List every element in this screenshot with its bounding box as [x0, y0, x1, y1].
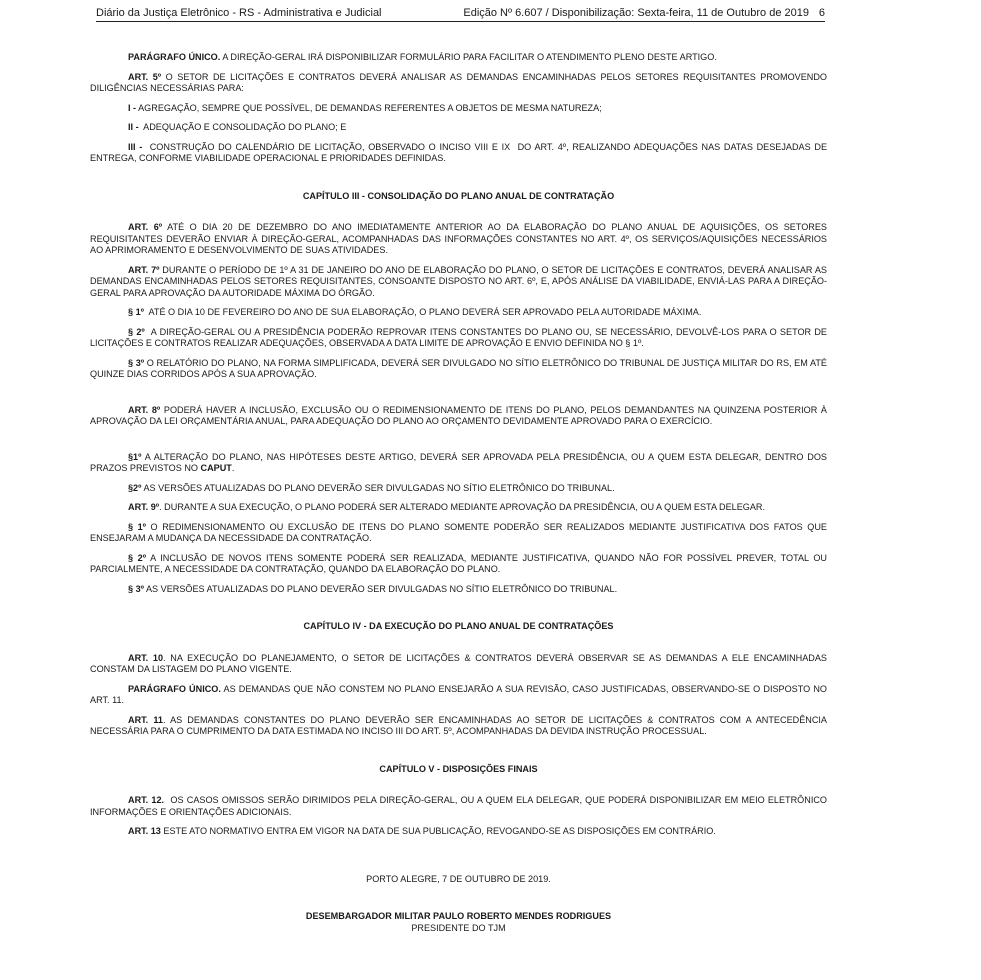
article-number: ART. 9º: [128, 502, 160, 512]
article-text: AGREGAÇÃO, SEMPRE QUE POSSÍVEL, DE DEMANDAS REFERENTES A OBJETOS DE MESMA NATUREZA;: [136, 102, 602, 113]
article-number: § 1º: [128, 307, 144, 317]
article-number: II -: [128, 122, 139, 132]
article-text: O SETOR DE LICITAÇÕES E CONTRATOS DEVERÁ ANALISAR AS DEMANDAS ENCAMINHADAS PELOS SETORES REQUISITANTES PROMOVENDO DILIGÊNCIAS NECESSÁRIAS PARA:: [90, 71, 830, 93]
article-paragraph: [90, 795, 830, 818]
article-paragraph: [90, 404, 830, 428]
article-number: § 3º: [128, 357, 145, 368]
edition-info: Edição Nº 6.607 / Disponibilização: Sexta-feira, 11 de Outubro de 2019: [463, 7, 809, 19]
article-paragraph: [90, 683, 830, 707]
page-number: 6: [818, 7, 825, 19]
signatory-role: PRESIDENTE DO TJM: [411, 922, 506, 933]
article-text: PODERÁ HAVER A INCLUSÃO, EXCLUSÃO OU O REDIMENSIONAMENTO DE ITENS DO PLANO, PELOS DEMANDANTES NA QUINZENA POSTERIOR À APROVAÇÃO DA LEI ORÇAMENTÁRIA ANUAL, PARA ADEQUAÇÃO DO PLANO AO ORÇAMENTO DEVIDAMENTE APROVADO PARA O EXERCÍCIO.: [90, 404, 830, 426]
article-text: AS VERSÕES ATUALIZADAS DO PLANO DEVERÃO SER DIVULGADAS NO SÍTIO ELETRÔNICO DO TRIBUNAL.: [141, 482, 615, 493]
article-number: §2º: [128, 482, 142, 493]
page-header: [96, 7, 825, 22]
article-text: ATÉ O DIA 10 DE FEVEREIRO DO ANO DE SUA ELABORAÇÃO, O PLANO DEVERÁ SER APROVADO PELA AUTORIDADE MÁXIMA.: [143, 307, 702, 317]
article-text: AS DEMANDAS QUE NÃO CONSTEM NO PLANO ENSEJARÃO A SUA REVISÃO, CASO JUSTIFICADAS, OBSERVANDO-SE O DISPOSTO NO ART. 11.: [90, 683, 830, 705]
chapter-heading: CAPÍTULO V - DISPOSIÇÕES FINAIS: [379, 763, 538, 774]
article-paragraph: [90, 307, 827, 319]
article-paragraph: [90, 652, 830, 676]
place-date: PORTO ALEGRE, 7 DE OUTUBRO DE 2019.: [366, 873, 551, 884]
chapter-heading: CAPÍTULO III - CONSOLIDAÇÃO DO PLANO ANUAL DE CONTRATAÇÃO: [302, 190, 615, 201]
caput-term: CAPUT: [200, 463, 232, 473]
article-number: ART. 10: [128, 652, 164, 663]
article-text: A DIREÇÃO-GERAL IRÁ DISPONIBILIZAR FORMULÁRIO PARA FACILITAR O ATENDIMENTO PLENO DESTE ARTIGO.: [220, 52, 717, 62]
signatory-name: DESEMBARGADOR MILITAR PAULO ROBERTO MENDES RODRIGUES: [305, 911, 612, 921]
article-number: PARÁGRAFO ÚNICO.: [128, 683, 221, 694]
article-paragraph: [90, 52, 827, 64]
article-text: A INCLUSÃO DE NOVOS ITENS SOMENTE PODERÁ SER REALIZADA, MEDIANTE JUSTIFICATIVA, QUANDO NÃO FOR POSSÍVEL PREVER, TOTAL OU PARCIALMENTE, A NECESSIDADE DA CONTRATAÇÃO, QUANDO DA ELABORAÇÃO DO PLANO.: [90, 552, 830, 574]
article-number: PARÁGRAFO ÚNICO.: [128, 52, 221, 62]
article-text: ATÉ O DIA 20 DE DEZEMBRO DO ANO IMEDIATAMENTE ANTERIOR AO DA ELABORAÇÃO DO PLANO ANUAL DE AQUISIÇÕES, OS SETORES REQUISITANTES DEVERÃO ENVIAR À DIREÇÃO-GERAL, ACOMPANHADAS DAS INFORMAÇÕES CONSTANTES NO ART. 4º, OS SERVIÇOS/AQUISIÇÕES NECESSÁRIOS AO APRIMORAMENTO E DESENVOLVIMENTO DE SUAS ATIVIDADES.: [90, 222, 830, 255]
article-text: CONSTRUÇÃO DO CALENDÁRIO DE LICITAÇÃO, OBSERVADO O INCISO VIII E IX DO ART. 4º, REALIZANDO ADEQUAÇÕES NAS DATAS DESEJADAS DE ENTREGA, CONFORME VIABILIDADE OPERACIONAL E PRIORIDADES DEFINIDAS.: [90, 141, 830, 163]
article-number: ART. 5º: [128, 71, 162, 82]
article-paragraph: [90, 141, 830, 165]
article-text: A ALTERAÇÃO DO PLANO, NAS HIPÓTESES DESTE ARTIGO, DEVERÁ SER APROVADA PELA PRESIDÊNCIA, OU A QUEM ESTA DELEGAR, DENTRO DOS PRAZOS PREVISTOS NO: [90, 451, 830, 473]
article-paragraph: [90, 483, 827, 495]
article-number: § 3º: [128, 583, 144, 594]
article-paragraph: [90, 584, 827, 596]
article-text: ESTE ATO NORMATIVO ENTRA EM VIGOR NA DATA DE SUA PUBLICAÇÃO, REVOGANDO-SE AS DISPOSIÇÕES EM CONTRÁRIO.: [160, 826, 716, 836]
article-paragraph: [90, 326, 830, 350]
article-paragraph: [90, 357, 830, 381]
chapter-heading: CAPÍTULO IV - DA EXECUÇÃO DO PLANO ANUAL DE CONTRATAÇÕES: [303, 621, 614, 631]
article-paragraph: [90, 122, 827, 134]
article-text: AS VERSÕES ATUALIZADAS DO PLANO DEVERÃO SER DIVULGADAS NO SÍTIO ELETRÔNICO DO TRIBUNAL.: [143, 583, 618, 594]
article-text: A DIREÇÃO-GERAL OU A PRESIDÊNCIA PODERÃO REPROVAR ITENS CONSTANTES DO PLANO OU, SE NECESSÁRIO, DEVOLVÊ-LOS PARA O SETOR DE LICITAÇÕES E CONTRATOS REALIZAR ADEQUAÇÕES, OBSERVADA A DATA LIMITE DE APROVAÇÃO E ENVIO DEFINIDA NO § 1º.: [90, 326, 830, 348]
article-paragraph: [90, 222, 830, 257]
document-body: [90, 52, 830, 934]
article-paragraph: [90, 552, 830, 576]
article-number: ART. 11: [128, 714, 163, 725]
article-list: [90, 52, 830, 838]
article-text: . NA EXECUÇÃO DO PLANEJAMENTO, O SETOR DE LICITAÇÕES & CONTRATOS DEVERÁ OBSERVAR SE AS DEMANDAS A ELE ENCAMINHADAS CONSTAM DA LISTAGEM DO PLANO VIGENTE.: [90, 652, 830, 674]
article-number: ART. 7º: [128, 264, 160, 275]
article-paragraph: [90, 103, 827, 115]
journal-title: Diário da Justiça Eletrônico - RS - Administrativa e Judicial: [96, 7, 382, 19]
article-text: O RELATÓRIO DO PLANO, NA FORMA SIMPLIFICADA, DEVERÁ SER DIVULGADO NO SÍTIO ELETRÔNICO DO TRIBUNAL DE JUSTIÇA MILITAR DO RS, EM ATÉ QUINZE DIAS CORRIDOS APÓS A SUA APROVAÇÃO.: [90, 357, 830, 379]
article-number: ART. 6º: [128, 222, 163, 232]
article-text-end: .: [231, 463, 235, 473]
article-text: OS CASOS OMISSOS SERÃO DIRIMIDOS PELA DIREÇÃO-GERAL, OU A QUEM ELA DELEGAR, QUE PODERÁ DISPONIBILIZAR EM MEIO ELETRÔNICO INFORMAÇÕES E ORIENTAÇÕES ADICIONAIS.: [90, 795, 830, 817]
article-number: § 2º: [128, 552, 147, 563]
article-number: § 1º: [128, 521, 146, 532]
article-text: . AS DEMANDAS CONSTANTES DO PLANO DEVERÃO SER ENCAMINHADAS AO SETOR DE LICITAÇÕES & CONTRATOS COM A ANTECEDÊNCIA NECESSÁRIA PARA O CUMPRIMENTO DA DATA ESTIMADA NO INCISO III DO ART. 5º, ACOMPANHADAS DA DEVIDA INSTRUÇÃO PROCESSUAL.: [90, 714, 830, 736]
article-text: . DURANTE A SUA EXECUÇÃO, O PLANO PODERÁ SER ALTERADO MEDIANTE APROVAÇÃO DA PRESIDÊNCIA, OU A QUEM ESTA DELEGAR.: [159, 502, 766, 512]
article-number: III -: [128, 141, 143, 152]
article-number: § 2º: [128, 326, 145, 337]
article-paragraph: [90, 502, 827, 514]
article-paragraph: [90, 451, 830, 475]
article-paragraph: [90, 826, 827, 838]
article-text: ADEQUAÇÃO E CONSOLIDAÇÃO DO PLANO; E: [138, 122, 347, 132]
article-paragraph: [90, 714, 830, 738]
article-text: DURANTE O PERÍODO DE 1º A 31 DE JANEIRO DO ANO DE ELABORAÇÃO DO PLANO, O SETOR DE LICITAÇÕES E CONTRATOS, DEVERÁ ANALISAR AS DEMANDAS ENCAMINHADAS PELOS SETORES REQUISITANTES, CONSOANTE DISPOSTO NO ART. 6º, E, APÓS ANÁLISE DA VIABILIDADE, ENVIÁ-LAS PARA A DIREÇÃO-GERAL PARA APROVAÇÃO DA AUTORIDADE MÁXIMA DO ÓRGÃO.: [90, 264, 830, 298]
article-number: ART. 8º: [128, 404, 161, 415]
article-paragraph: [90, 71, 830, 95]
article-paragraph: [90, 264, 830, 300]
article-number: ART. 12.: [128, 795, 165, 805]
article-number: ART. 13: [128, 826, 161, 836]
article-number: I -: [128, 102, 137, 113]
article-number: §1º: [128, 451, 142, 462]
article-paragraph: [90, 521, 830, 545]
article-text: O REDIMENSIONAMENTO OU EXCLUSÃO DE ITENS DO PLANO SOMENTE PODERÃO SER REALIZADOS MEDIANTE JUSTIFICATIVA DOS FATOS QUE ENSEJARAM A MUDANÇA DA NECESSIDADE DA CONTRATAÇÃO.: [90, 521, 830, 543]
